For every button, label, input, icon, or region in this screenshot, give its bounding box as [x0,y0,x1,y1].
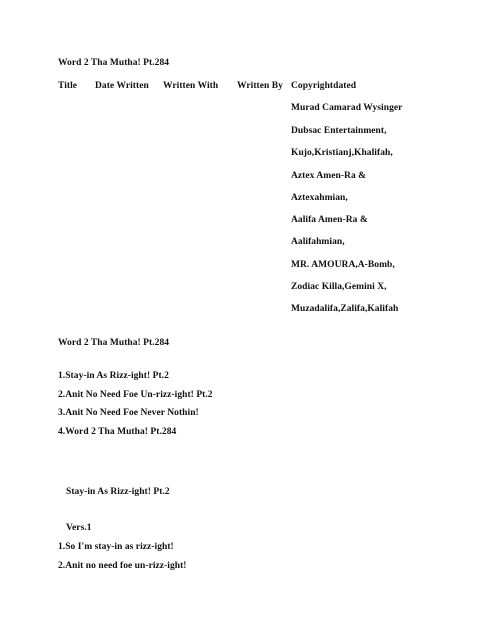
column-header-title: Title [58,81,78,91]
lyric-line: 1.So I'm stay-in as rizz-ight! [58,542,174,552]
column-header-date-written: Date Written [95,81,149,91]
author-line: Aztexahmian, [291,193,348,203]
tracklist-item: 3.Anit No Need Foe Never Nothin! [58,408,199,418]
column-header-copyright: Copyrightdated [291,81,357,91]
author-line: Dubsac Entertainment, [291,126,387,136]
author-line: Muzadalifa,Zalifa,Kalifah [291,304,399,314]
document-title: Word 2 Tha Mutha! Pt.284 [58,58,170,68]
author-line: MR. AMOURA,A-Bomb, [291,260,395,270]
author-line: Aalifa Amen-Ra & [291,215,368,225]
author-line: Kujo,Kristianj,Khalifah, [291,148,393,158]
author-line: Murad Camarad Wysinger [291,103,403,113]
lyric-line: 2.Anit no need foe un-rizz-ight! [58,561,187,571]
section-heading: Word 2 Tha Mutha! Pt.284 [58,338,170,348]
author-line: Aztex Amen-Ra & [291,171,367,181]
song-title: Stay-in As Rizz-ight! Pt.2 [66,487,170,497]
author-line: Aalifahmian, [291,237,345,247]
tracklist-item: 4.Word 2 Tha Mutha! Pt.284 [58,427,177,437]
author-line: Zodiac Killa,Gemini X, [291,282,387,292]
tracklist-item: 2.Anit No Need Foe Un-rizz-ight! Pt.2 [58,390,213,400]
tracklist-item: 1.Stay-in As Rizz-ight! Pt.2 [58,371,169,381]
column-header-written-with: Written With [163,81,219,91]
verse-label: Vers.1 [66,523,92,533]
column-header-written-by: Written By [237,81,283,91]
